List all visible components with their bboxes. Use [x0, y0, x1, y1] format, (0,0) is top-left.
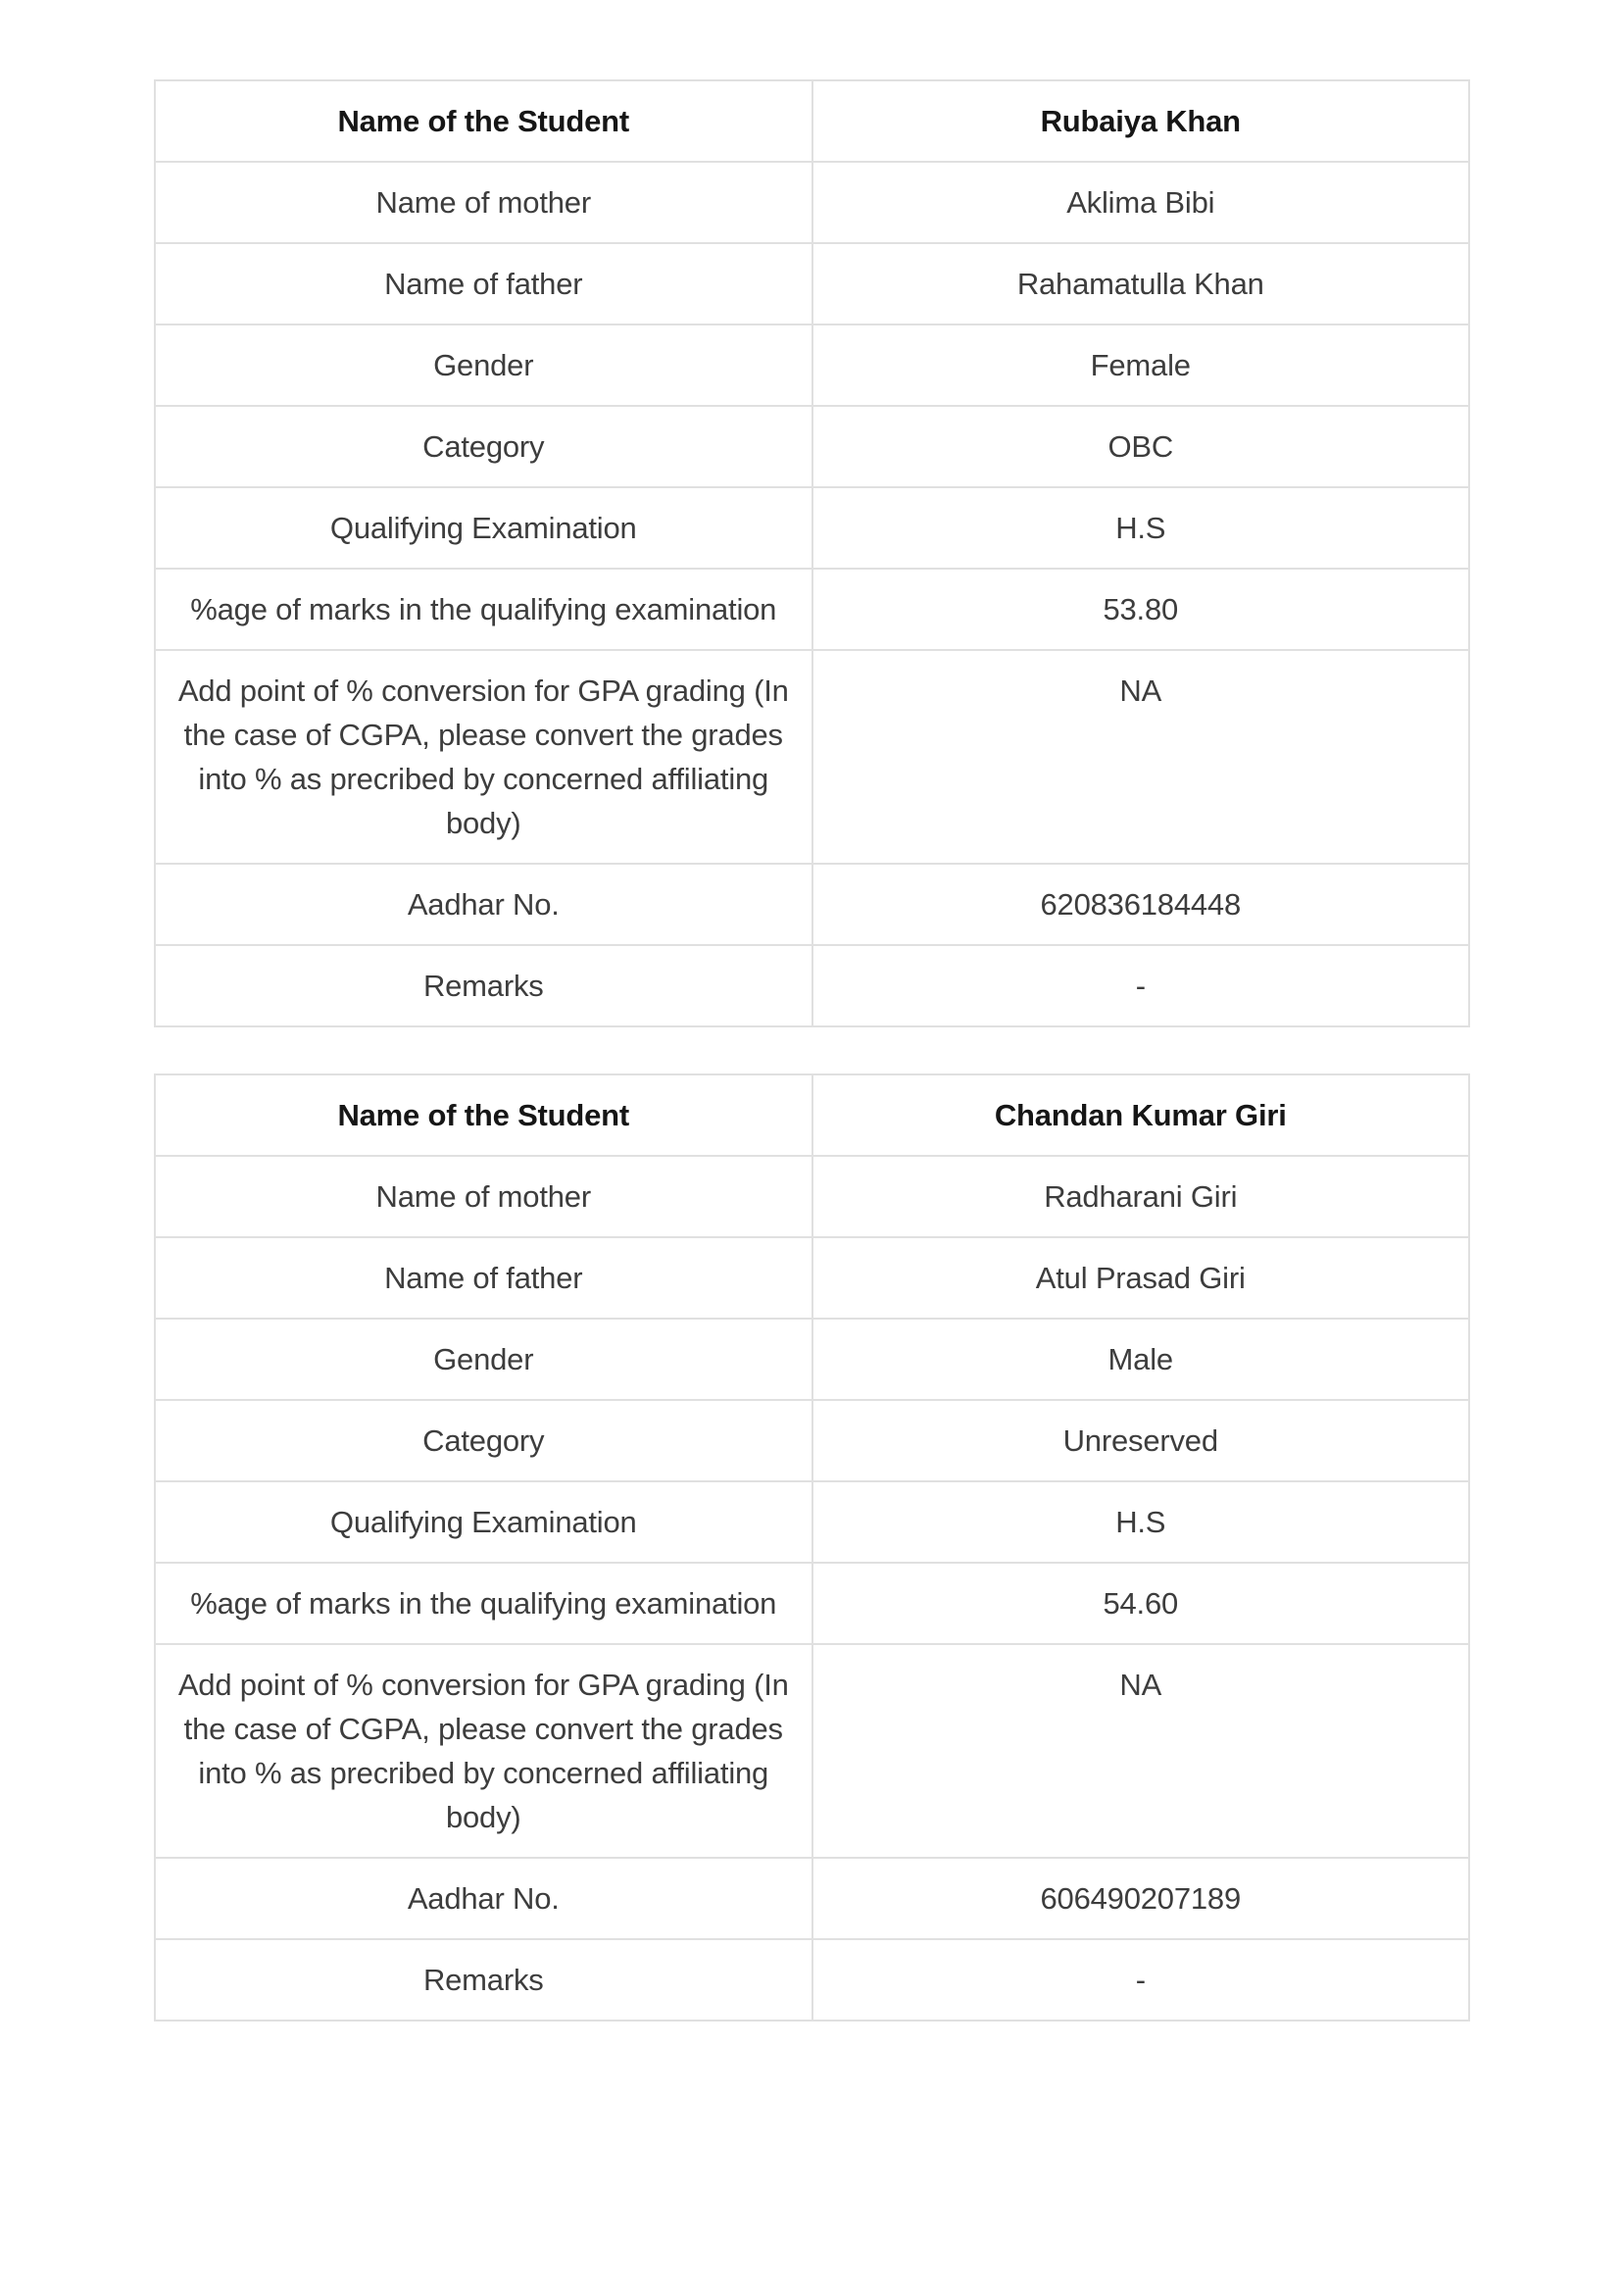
student-table-1: [154, 79, 1470, 1027]
mother-value: Radharani Giri: [812, 1156, 1470, 1237]
student-name-value: Chandan Kumar Giri: [812, 1074, 1470, 1156]
gender-value: Female: [812, 324, 1470, 406]
father-label: Name of father: [155, 243, 812, 324]
gpa-conversion-label: Add point of % conversion for GPA grading (In the case of CGPA, please convert the grades into % as precribed by concerned affiliating body): [155, 650, 812, 864]
remarks-label: Remarks: [155, 1939, 812, 2021]
row-remarks: [155, 1939, 1469, 2021]
category-label: Category: [155, 406, 812, 487]
gender-value: Male: [812, 1319, 1470, 1400]
row-mother: [155, 1156, 1469, 1237]
gpa-conversion-value: NA: [812, 650, 1470, 864]
category-value: OBC: [812, 406, 1470, 487]
mother-label: Name of mother: [155, 1156, 812, 1237]
student-name-value: Rubaiya Khan: [812, 80, 1470, 162]
aadhar-value: 606490207189: [812, 1858, 1470, 1939]
mother-label: Name of mother: [155, 162, 812, 243]
row-marks-percentage: [155, 1563, 1469, 1644]
row-remarks: [155, 945, 1469, 1026]
marks-percentage-label: %age of marks in the qualifying examination: [155, 1563, 812, 1644]
remarks-value: -: [812, 945, 1470, 1026]
gender-label: Gender: [155, 1319, 812, 1400]
row-qualifying-exam: [155, 1481, 1469, 1563]
marks-percentage-value: 54.60: [812, 1563, 1470, 1644]
row-qualifying-exam: [155, 487, 1469, 569]
table-header-row: [155, 1074, 1469, 1156]
aadhar-value: 620836184448: [812, 864, 1470, 945]
row-father: [155, 1237, 1469, 1319]
gpa-conversion-value: NA: [812, 1644, 1470, 1858]
student-name-label: Name of the Student: [155, 80, 812, 162]
mother-value: Aklima Bibi: [812, 162, 1470, 243]
gender-label: Gender: [155, 324, 812, 406]
row-mother: [155, 162, 1469, 243]
qualifying-exam-label: Qualifying Examination: [155, 1481, 812, 1563]
aadhar-label: Aadhar No.: [155, 864, 812, 945]
remarks-label: Remarks: [155, 945, 812, 1026]
category-label: Category: [155, 1400, 812, 1481]
row-aadhar: [155, 1858, 1469, 1939]
student-name-label: Name of the Student: [155, 1074, 812, 1156]
remarks-value: -: [812, 1939, 1470, 2021]
category-value: Unreserved: [812, 1400, 1470, 1481]
father-label: Name of father: [155, 1237, 812, 1319]
row-aadhar: [155, 864, 1469, 945]
row-category: [155, 406, 1469, 487]
qualifying-exam-label: Qualifying Examination: [155, 487, 812, 569]
father-value: Atul Prasad Giri: [812, 1237, 1470, 1319]
aadhar-label: Aadhar No.: [155, 1858, 812, 1939]
student-table-2: [154, 1073, 1470, 2021]
qualifying-exam-value: H.S: [812, 487, 1470, 569]
row-gender: [155, 324, 1469, 406]
row-marks-percentage: [155, 569, 1469, 650]
marks-percentage-value: 53.80: [812, 569, 1470, 650]
marks-percentage-label: %age of marks in the qualifying examination: [155, 569, 812, 650]
gpa-conversion-label: Add point of % conversion for GPA grading (In the case of CGPA, please convert the grades into % as precribed by concerned affiliating body): [155, 1644, 812, 1858]
row-category: [155, 1400, 1469, 1481]
row-gpa-conversion: [155, 650, 1469, 864]
row-gpa-conversion: [155, 1644, 1469, 1858]
qualifying-exam-value: H.S: [812, 1481, 1470, 1563]
row-father: [155, 243, 1469, 324]
row-gender: [155, 1319, 1469, 1400]
table-header-row: [155, 80, 1469, 162]
father-value: Rahamatulla Khan: [812, 243, 1470, 324]
